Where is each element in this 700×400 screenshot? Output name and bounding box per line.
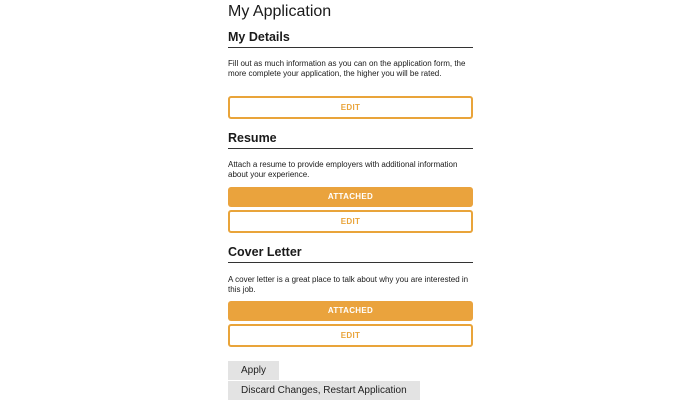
- resume-attached-button[interactable]: ATTACHED: [228, 187, 473, 207]
- page-title: My Application: [228, 3, 332, 20]
- cover-letter-edit-button[interactable]: EDIT: [228, 324, 473, 347]
- details-description: Fill out as much information as you can on the application form, the more complete your application, the higher you will be rated.: [228, 59, 466, 78]
- cover-letter-description: A cover letter is a great place to talk about why you are interested in this job.: [228, 275, 469, 294]
- details-edit-button[interactable]: EDIT: [228, 96, 473, 119]
- cover-letter-attached-button[interactable]: ATTACHED: [228, 301, 473, 321]
- resume-edit-button[interactable]: EDIT: [228, 210, 473, 233]
- details-heading: My Details: [228, 30, 290, 44]
- resume-description: Attach a resume to provide employers with additional information about your experience.: [228, 160, 458, 179]
- resume-divider: [228, 148, 473, 149]
- details-divider: [228, 47, 473, 48]
- cover-letter-divider: [228, 262, 473, 263]
- cover-letter-heading: Cover Letter: [228, 245, 302, 259]
- discard-restart-button[interactable]: Discard Changes, Restart Application: [228, 381, 420, 400]
- resume-heading: Resume: [228, 131, 277, 145]
- apply-button[interactable]: Apply: [228, 361, 279, 380]
